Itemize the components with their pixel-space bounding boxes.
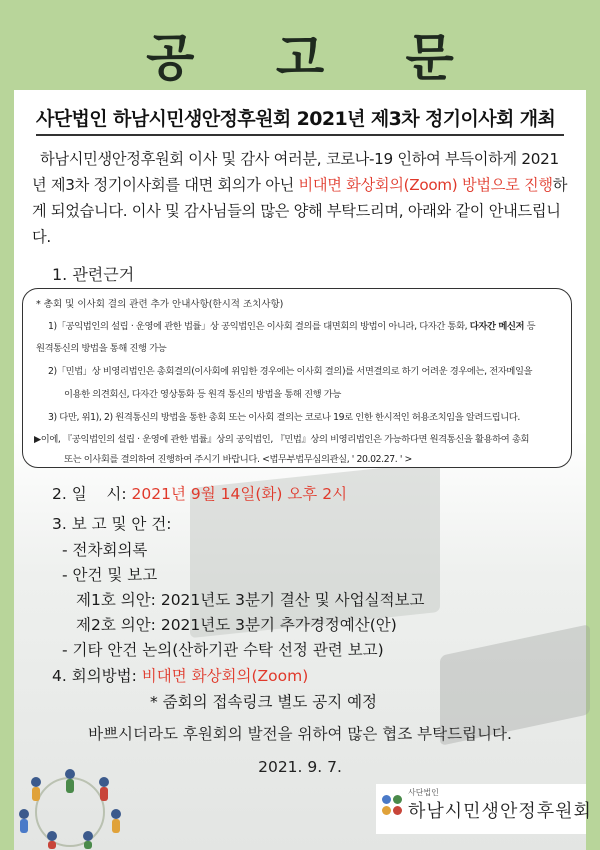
box-line-4: 이용한 의견회신, 다자간 영상통화 등 원격 통신의 방법을 통해 진행 가능	[64, 389, 341, 400]
item-method	[52, 664, 308, 686]
closing-text: 바쁘시더라도 후원회의 발전을 위하여 많은 협조 부탁드립니다.	[88, 725, 512, 743]
box-title: * 총회 및 이사회 결의 관련 추가 안내사항(한시적 조치사항)	[36, 299, 284, 310]
box-line-1-text: 1)「공익법인의 설립 · 운영에 관한 법률」상 공익법인은 이사회 결의를 대면회의 방법이 아니라, 다자간 통화,	[48, 321, 470, 332]
intro-text: 하남시민생안정후원회 이사 및 감사 여러분, 코로나-19 인하여 부득이하게 2021년 제3차 정기이사회를 대면 회의가 아닌	[32, 150, 559, 194]
section-basis: 1. 관련근거	[52, 265, 135, 284]
agenda-other: - 기타 안건 논의(산하기관 수탁 선정 관련 보고)	[62, 641, 384, 659]
notice-date: 2021. 9. 7.	[258, 758, 342, 776]
method-label: 4. 회의방법:	[52, 667, 142, 685]
intro-paragraph	[32, 146, 572, 250]
agenda-minutes: - 전차회의록	[62, 541, 148, 559]
agenda-item-1: 제1호 의안: 2021년도 3분기 결산 및 사업실적보고	[76, 591, 425, 609]
intro-highlight: 비대면 화상회의(Zoom) 방법으로 진행	[298, 176, 553, 194]
notice-heading: 사단법인 하남시민생안정후원회 2021년 제3차 정기이사회 개최	[36, 108, 556, 130]
box-line-1-bold: 다자간 메신저	[469, 321, 525, 332]
box-line-5: 3) 다만, 위1), 2) 원격통신의 방법을 통한 총회 또는 이사회 결의는 코로나 19로 인한 한시적인 허용조치임을 알려드립니다.	[48, 412, 520, 423]
box-line-3: 2)「민법」상 비영리법인은 총회결의(이사회에 위임한 경우에는 이사회 결의)를 서면결의로 하기 어려운 경우에는, 전자메일을	[48, 366, 533, 377]
intro-text-end: 하게 되었습니다. 이사 및 감사님들의 많은 양해 부탁드리며, 아래와 같이 안내드립니다.	[32, 176, 568, 246]
heading-underline	[36, 134, 564, 136]
item-agenda: 3. 보 고 및 안 건:	[52, 515, 172, 533]
datetime-value: 2021년 9월 14일(화) 오후 2시	[131, 485, 348, 503]
org-name: 하남시민생안정후원회	[408, 801, 592, 822]
box-line-7: 또는 이사회를 결의하여 진행하여 주시기 바랍니다. <법무부법무심의관실, ' 20.02.27. ' >	[64, 454, 412, 465]
box-line-2: 원격통신의 방법을 통해 진행 가능	[36, 343, 167, 354]
org-type: 사단법인	[408, 788, 439, 797]
method-note: * 줌회의 접속링크 별도 공지 예정	[150, 693, 378, 711]
people-circle-illustration	[0, 752, 140, 849]
agenda-reports: - 안건 및 보고	[62, 566, 158, 584]
method-value: 비대면 화상회의(Zoom)	[141, 667, 309, 685]
datetime-label: 2. 일 시:	[52, 485, 132, 503]
box-line-1-end: 등	[524, 321, 536, 332]
box-line-6: ▶이에, 『공익법인의 설립 · 운영에 관한 법률』상의 공익법인, 『민법』상의 비영리법인은 가능하다면 원격통신을 활용하여 총회	[34, 434, 530, 445]
item-datetime	[52, 482, 347, 504]
org-logo-icon	[382, 795, 404, 817]
box-line-1	[48, 318, 535, 332]
agenda-item-2: 제2호 의안: 2021년도 3분기 추가경정예산(안)	[76, 616, 397, 634]
notice-title: 공 고 문	[146, 28, 486, 87]
